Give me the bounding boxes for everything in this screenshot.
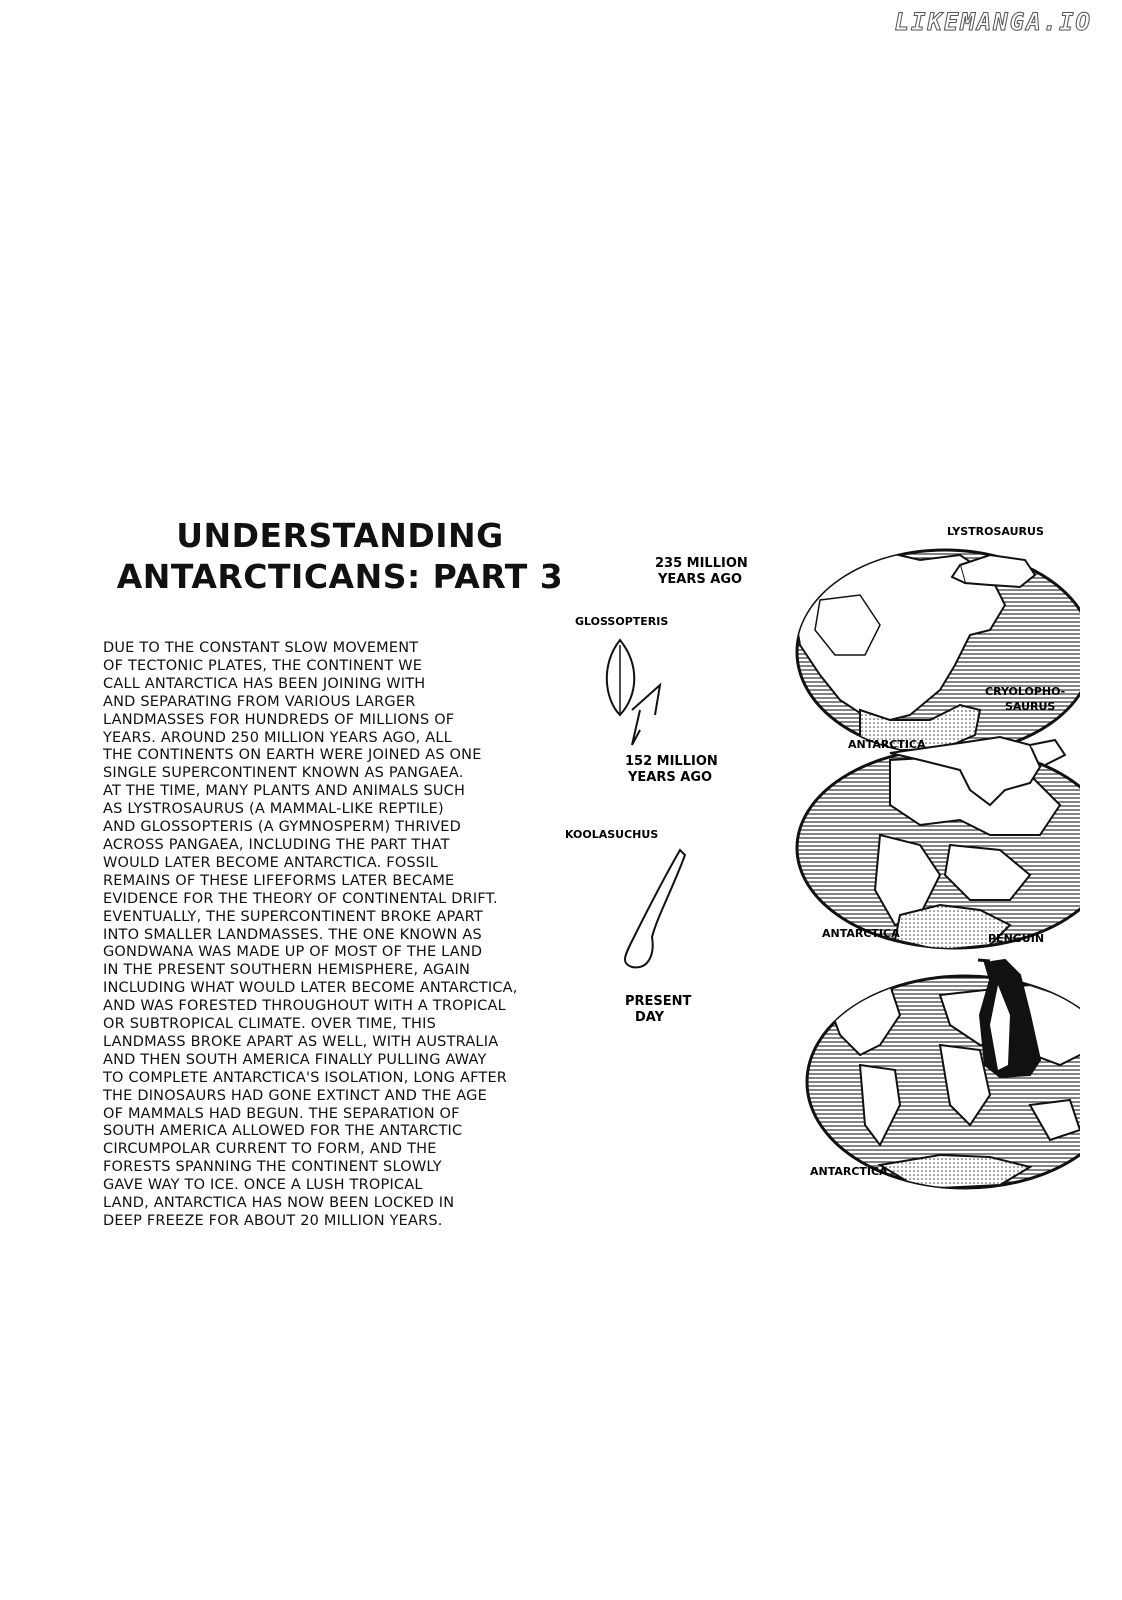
lystrosaurus-label: LYSTROSAURUS — [947, 525, 1044, 538]
body-line: INCLUDING WHAT WOULD LATER BECOME ANTARCTICA, — [103, 980, 518, 997]
body-line: CALL ANTARCTICA HAS BEEN JOINING WITH — [103, 675, 426, 692]
cryolophosaurus-label-2: SAURUS — [1005, 700, 1056, 713]
body-line: CIRCUMPOLAR CURRENT TO FORM, AND THE — [103, 1141, 437, 1158]
penguin-label: PENGUIN — [988, 932, 1045, 945]
era-label-1a: 235 MILLION — [655, 556, 748, 571]
body-line: AT THE TIME, MANY PLANTS AND ANIMALS SUCH — [103, 783, 466, 800]
body-line: AND THEN SOUTH AMERICA FINALLY PULLING AWAY — [103, 1051, 487, 1068]
glossopteris-illustration — [575, 615, 668, 745]
cryolophosaurus-label-1: CRYOLOPHO- — [985, 685, 1066, 698]
era-label-1b: YEARS AGO — [658, 572, 743, 587]
antarctica-label-3: ANTARCTICA — [810, 1165, 888, 1178]
body-line: REMAINS OF THESE LIFEFORMS LATER BECAME — [103, 872, 455, 889]
koolasuchus-label: KOOLASUCHUS — [565, 828, 659, 841]
era-label-3a: PRESENT — [625, 994, 692, 1009]
body-text — [103, 640, 588, 1231]
body-line: LAND, ANTARCTICA HAS NOW BEEN LOCKED IN — [103, 1195, 455, 1212]
body-line: TO COMPLETE ANTARCTICA'S ISOLATION, LONG AFTER — [103, 1069, 508, 1086]
body-line: GONDWANA WAS MADE UP OF MOST OF THE LAND — [103, 944, 483, 961]
body-line: OF MAMMALS HAD BEGUN. THE SEPARATION OF — [103, 1105, 460, 1122]
body-line: OF TECTONIC PLATES, THE CONTINENT WE — [103, 657, 423, 674]
era-label-2a: 152 MILLION — [625, 754, 718, 769]
era-label-2b: YEARS AGO — [628, 770, 713, 785]
title-line-2: ANTARCTICANS: PART 3 — [116, 557, 564, 596]
body-line: FORESTS SPANNING THE CONTINENT SLOWLY — [103, 1159, 442, 1176]
body-line: AND WAS FORESTED THROUGHOUT WITH A TROPICAL — [103, 998, 506, 1015]
body-line: AS LYSTROSAURUS (A MAMMAL-LIKE REPTILE) — [103, 801, 444, 818]
body-line: EVIDENCE FOR THE THEORY OF CONTINENTAL DRIFT. — [103, 890, 498, 907]
glossopteris-label: GLOSSOPTERIS — [575, 615, 669, 628]
body-line: AND SEPARATING FROM VARIOUS LARGER — [103, 693, 416, 710]
body-line: DEEP FREEZE FOR ABOUT 20 MILLION YEARS. — [103, 1213, 443, 1229]
body-line: THE CONTINENTS ON EARTH WERE JOINED AS ONE — [103, 747, 482, 764]
body-line: DUE TO THE CONSTANT SLOW MOVEMENT — [103, 640, 419, 656]
body-line: AND GLOSSOPTERIS (A GYMNOSPERM) THRIVED — [103, 819, 461, 836]
body-line: EVENTUALLY, THE SUPERCONTINENT BROKE APART — [103, 908, 483, 925]
body-line: THE DINOSAURS HAD GONE EXTINCT AND THE AGE — [103, 1087, 487, 1104]
continental-drift-diagram — [560, 505, 1080, 1205]
body-line: IN THE PRESENT SOUTHERN HEMISPHERE, AGAIN — [103, 962, 471, 979]
era-label-3b: DAY — [635, 1010, 665, 1025]
koolasuchus-illustration — [565, 828, 685, 967]
antarctica-label-2: ANTARCTICA — [822, 927, 900, 940]
body-line: YEARS. AROUND 250 MILLION YEARS AGO, ALL — [103, 729, 452, 746]
body-line: SOUTH AMERICA ALLOWED FOR THE ANTARCTIC — [103, 1123, 463, 1140]
page-title — [110, 515, 570, 597]
body-line: INTO SMALLER LANDMASSES. THE ONE KNOWN AS — [103, 926, 482, 943]
body-line: OR SUBTROPICAL CLIMATE. OVER TIME, THIS — [103, 1016, 436, 1033]
body-line: GAVE WAY TO ICE. ONCE A LUSH TROPICAL — [103, 1177, 423, 1194]
body-line: SINGLE SUPERCONTINENT KNOWN AS PANGAEA. — [103, 765, 464, 782]
body-line: ACROSS PANGAEA, INCLUDING THE PART THAT — [103, 836, 450, 853]
title-line-1: UNDERSTANDING — [176, 516, 504, 555]
watermark: LIKEMANGA.IO — [894, 8, 1092, 36]
body-line: LANDMASSES FOR HUNDREDS OF MILLIONS OF — [103, 711, 455, 728]
body-line: WOULD LATER BECOME ANTARCTICA. FOSSIL — [103, 854, 439, 871]
body-line: LANDMASS BROKE APART AS WELL, WITH AUSTRALIA — [103, 1033, 499, 1050]
antarctica-label-1: ANTARCTICA — [848, 738, 926, 751]
